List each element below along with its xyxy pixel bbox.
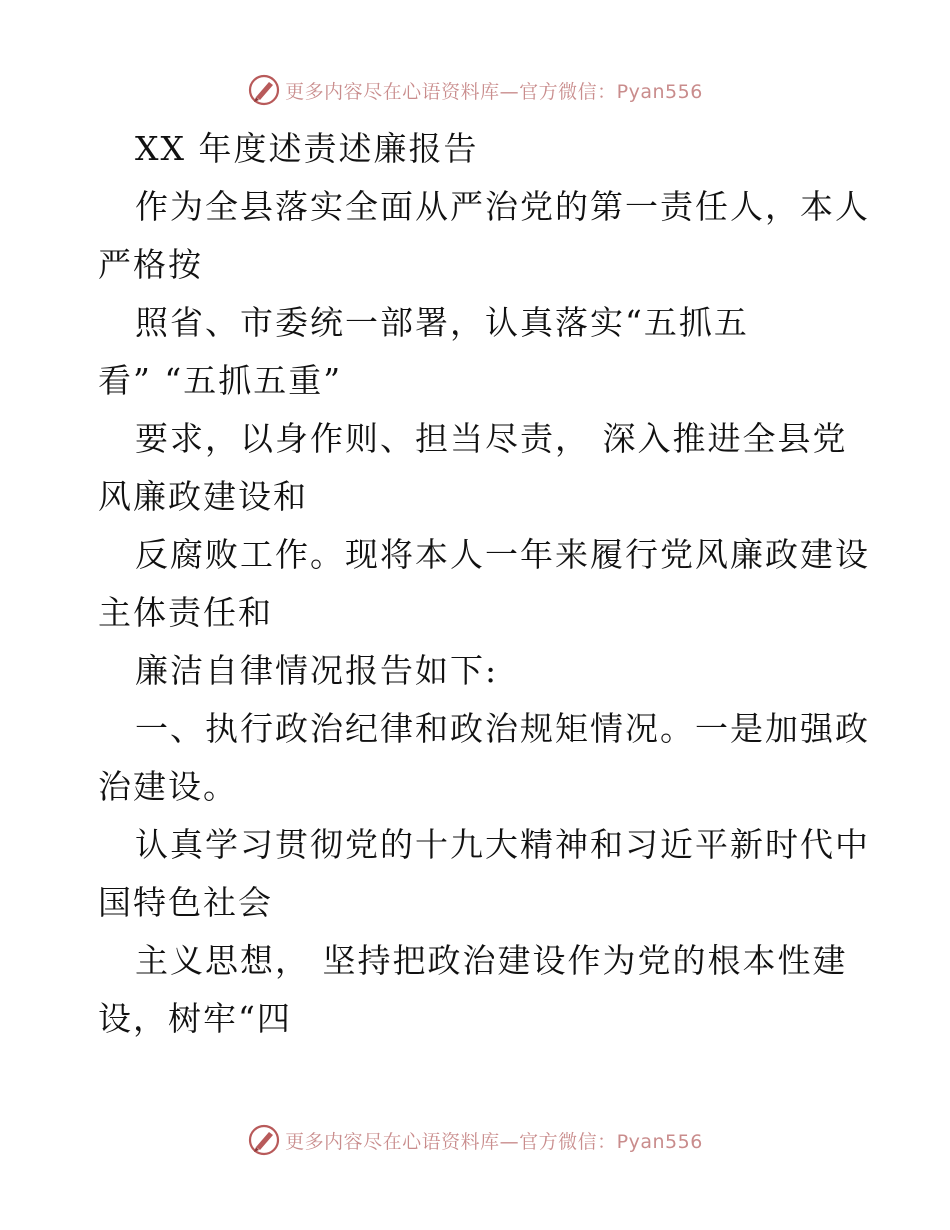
document-line: 认真学习贯彻党的十九大精神和习近平新时代中 xyxy=(135,825,870,864)
header-watermark-text: 更多内容尽在心语资料库—官方微信：Pyan556 xyxy=(285,80,703,103)
document-line: XX 年度述责述廉报告 xyxy=(135,129,479,168)
document-line: 反腐败工作。现将本人一年来履行党风廉政建设 xyxy=(135,535,870,574)
document-line: 廉洁自律情况报告如下: xyxy=(135,651,499,690)
document-line: 看” “五抓五重” xyxy=(98,361,343,400)
pen-nib-logo-icon xyxy=(247,1123,281,1157)
footer-watermark xyxy=(0,1120,950,1160)
footer-watermark-text: 更多内容尽在心语资料库—官方微信：Pyan556 xyxy=(285,1130,703,1153)
document-line: 国特色社会 xyxy=(98,883,273,922)
document-line: 主体责任和 xyxy=(98,593,273,632)
document-line: 风廉政建设和 xyxy=(98,477,308,516)
header-watermark xyxy=(0,70,950,110)
document-line: 一、执行政治纪律和政治规矩情况。一是加强政 xyxy=(135,709,870,748)
document-line: 治建设。 xyxy=(98,767,238,806)
document-line: 严格按 xyxy=(98,245,203,284)
document-line: 要求，以身作则、担当尽责， 深入推进全县党 xyxy=(135,419,848,458)
document-line: 照省、市委统一部署，认真落实“五抓五 xyxy=(135,303,749,342)
document-line: 主义思想， 坚持把政治建设作为党的根本性建 xyxy=(135,941,848,980)
document-line: 设，树牢“四 xyxy=(98,999,292,1038)
document-line: 作为全县落实全面从严治党的第一责任人，本人 xyxy=(135,187,870,226)
pen-nib-logo-icon xyxy=(247,73,281,107)
document-body xyxy=(98,120,878,1048)
